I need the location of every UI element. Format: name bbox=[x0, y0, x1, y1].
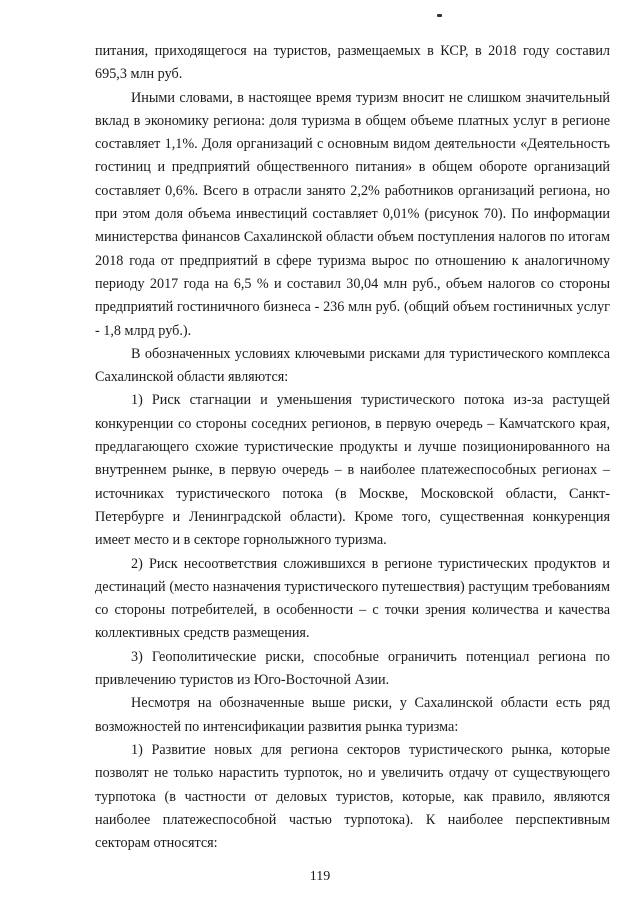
paragraph-key-risks-intro: В обозначенных условиях ключевыми рисками для туристического комплекса Сахалинской области являются: bbox=[95, 345, 610, 386]
scan-artifact bbox=[437, 14, 442, 17]
page-number: 119 bbox=[309, 869, 331, 884]
paragraph-tourism-contribution: Иными словами, в настоящее время туризм вносит не слишком значительный вклад в экономику региона: доля туризма в общем объеме платных услуг в регионе составляет 1,1%. Доля организаций с основным видом деятельности «Деятельность гостиниц и предприятий общественного питания» в общем обороте организаций составляет 0,6%. Всего в отрасли занято 2,2% работников организаций региона, но при этом доля объема инвестиций составляет 0,01% (рисунок 70). По информации министерства финансов Сахалинской области объем поступления налогов по итогам 2018 года от предприятий в сфере туризма вырос по отношению к аналогичному периоду 2017 года на 6,5 % и составил 30,04 млн руб., объем налогов со стороны предприятий гостиничного бизнеса - 236 млн руб. (общий объем гостиничных услуг - 1,8 млрд руб.). bbox=[95, 89, 610, 339]
list-item-risk-2: 2) Риск несоответствия сложившихся в регионе туристических продуктов и дестинаций (место назначения туристического путешествия) растущим требованиям со стороны потребителей, в особенности – с точки зрения количества и качества коллективных средств размещения. bbox=[95, 555, 610, 642]
list-item-risk-3: 3) Геополитические риски, способные ограничить потенциал региона по привлечению туристов из Юго-Восточной Азии. bbox=[95, 648, 610, 689]
paragraph-opportunities-intro: Несмотря на обозначенные выше риски, у Сахалинской области есть ряд возможностей по интенсификации развития рынка туризма: bbox=[95, 695, 610, 735]
document-body bbox=[95, 40, 610, 855]
paragraph-continuation: питания, приходящегося на туристов, размещаемых в КСР, в 2018 году составил 695,3 млн руб. bbox=[95, 43, 610, 83]
list-item-risk-1: 1) Риск стагнации и уменьшения туристического потока из-за растущей конкуренции со стороны соседних регионов, в первую очередь – Камчатского края, предлагающего схожие туристические продукты и лучше позиционированного на внутреннем рынке, в первую очередь – в наиболее платежеспособных регионах – источниках туристического потока (в Москве, Московской области, Санкт-Петербурге и Ленинградской области). Кроме того, существенная конкуренция имеет место и в секторе горнолыжного туризма. bbox=[95, 392, 610, 549]
list-item-opportunity-1: 1) Развитие новых для региона секторов туристического рынка, которые позволят не только нарастить турпоток, но и увеличить отдачу от существующего турпотока (в частности от деловых туристов, которые, как правило, являются наиболее платежеспособной частью турпотока). К наиболее перспективным секторам относятся: bbox=[95, 741, 610, 852]
